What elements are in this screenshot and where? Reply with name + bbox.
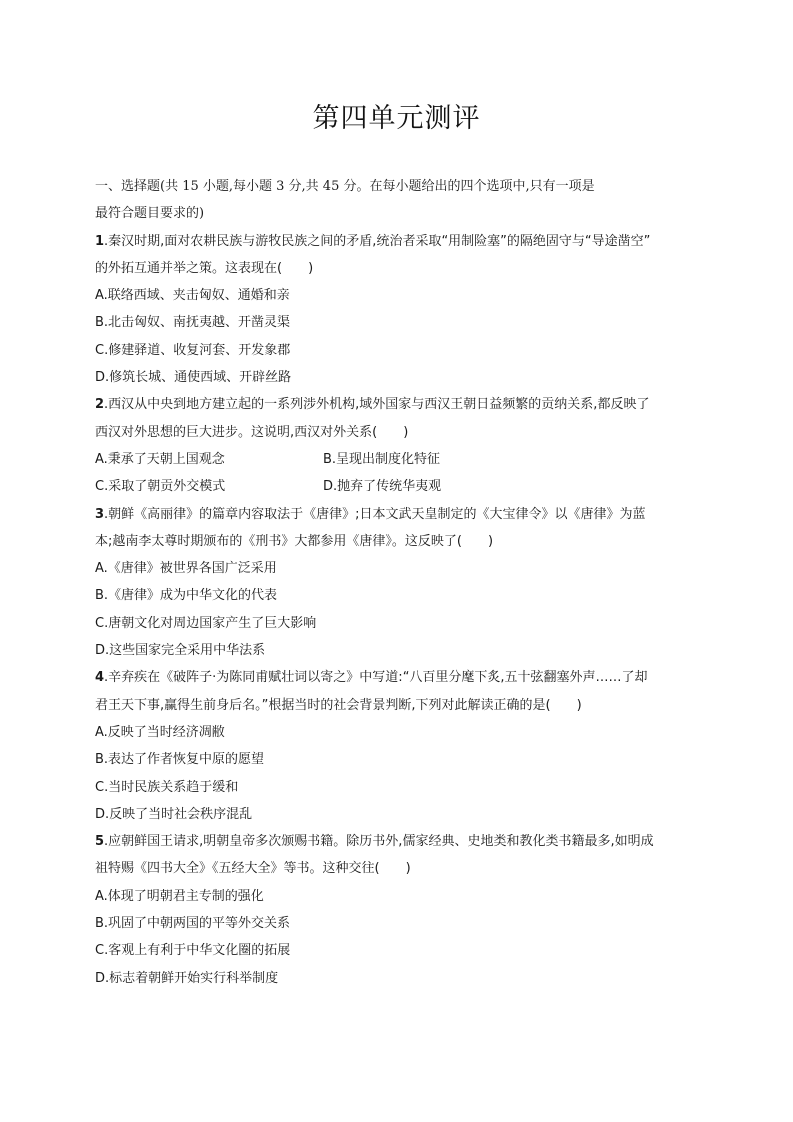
section-heading-line: 最符合题目要求的) xyxy=(95,206,205,222)
option-c: C.唐朝文化对周边国家产生了巨大影响 xyxy=(95,615,317,631)
question-text: 西汉对外思想的巨大进步。这说明,西汉对外关系( ) xyxy=(95,424,409,440)
question-2 xyxy=(95,391,700,500)
option-a: A.体现了明朝君主专制的强化 xyxy=(95,888,264,904)
option-c: C.客观上有利于中华文化圈的拓展 xyxy=(95,943,291,959)
option-a: A.联络西域、夹击匈奴、通婚和亲 xyxy=(95,288,290,304)
question-stem xyxy=(95,228,700,255)
question-stem xyxy=(95,501,700,528)
option-b: B.呈现出制度化特征 xyxy=(323,451,441,467)
option-c: C.修建驿道、收复河套、开发象郡 xyxy=(95,342,291,358)
question-text: .朝鲜《高丽律》的篇章内容取法于《唐律》;日本文武天皇制定的《大宝律令》以《唐律》为蓝 xyxy=(104,506,646,522)
question-4 xyxy=(95,664,700,828)
option-d: D.修筑长城、通使西域、开辟丝路 xyxy=(95,370,292,386)
question-text: 本;越南李太尊时期颁布的《刑书》大都参用《唐律》。这反映了( ) xyxy=(95,533,494,549)
content xyxy=(95,173,700,992)
section-heading xyxy=(95,173,700,228)
option-c: C.当时民族关系趋于缓和 xyxy=(95,779,239,795)
options-row xyxy=(95,446,700,473)
option-b: B.《唐律》成为中华文化的代表 xyxy=(95,588,278,604)
question-3 xyxy=(95,501,700,665)
question-number: 5 xyxy=(95,834,105,850)
option-b: B.表达了作者恢复中原的愿望 xyxy=(95,752,265,768)
question-number: 2 xyxy=(95,397,105,413)
question-stem xyxy=(95,391,700,418)
question-text: 的外拓互通并举之策。这表现在( ) xyxy=(95,260,314,276)
option-d: D.抛弃了传统华夷观 xyxy=(323,479,442,495)
option-c: C.采取了朝贡外交模式 xyxy=(95,479,226,495)
question-number: 4 xyxy=(95,670,105,686)
option-d: D.这些国家完全采用中华法系 xyxy=(95,643,266,659)
question-1 xyxy=(95,228,700,392)
option-d: D.标志着朝鲜开始实行科举制度 xyxy=(95,970,279,986)
option-d: D.反映了当时社会秩序混乱 xyxy=(95,806,253,822)
page-title: 第四单元测评 xyxy=(312,103,481,134)
question-5 xyxy=(95,828,700,992)
section-heading-line: 一、选择题(共 15 小题,每小题 3 分,共 45 分。在每小题给出的四个选项中,只有一项是 xyxy=(95,179,595,194)
question-stem xyxy=(95,828,700,855)
question-text: 君王天下事,赢得生前身后名。”根据当时的社会背景判断,下列对此解读正确的是( ) xyxy=(95,697,582,713)
question-text: .应朝鲜国王请求,明朝皇帝多次颁赐书籍。除历书外,儒家经典、史地类和教化类书籍最多,如明成 xyxy=(104,834,654,850)
question-number: 1 xyxy=(95,233,105,249)
options-row xyxy=(95,473,700,500)
question-text: 祖特赐《四书大全》《五经大全》等书。这种交往( ) xyxy=(95,861,411,877)
question-stem xyxy=(95,664,700,691)
question-text: .辛弃疾在《破阵子·为陈同甫赋壮词以寄之》中写道:“八百里分麾下炙,五十弦翻塞外声……了却 xyxy=(104,670,648,686)
option-b: B.北击匈奴、南抚夷越、开凿灵渠 xyxy=(95,315,291,331)
option-a: A.反映了当时经济凋敝 xyxy=(95,724,225,740)
question-text: .秦汉时期,面对农耕民族与游牧民族之间的矛盾,统治者采取“用制险塞”的隔绝固守与“导途凿空” xyxy=(104,233,651,249)
option-a: A.秉承了天朝上国观念 xyxy=(95,451,225,467)
option-a: A.《唐律》被世界各国广泛采用 xyxy=(95,561,277,577)
option-b: B.巩固了中朝两国的平等外交关系 xyxy=(95,916,291,932)
question-text: .西汉从中央到地方建立起的一系列涉外机构,域外国家与西汉王朝日益频繁的贡纳关系,都反映了 xyxy=(104,397,650,413)
question-number: 3 xyxy=(95,506,105,522)
